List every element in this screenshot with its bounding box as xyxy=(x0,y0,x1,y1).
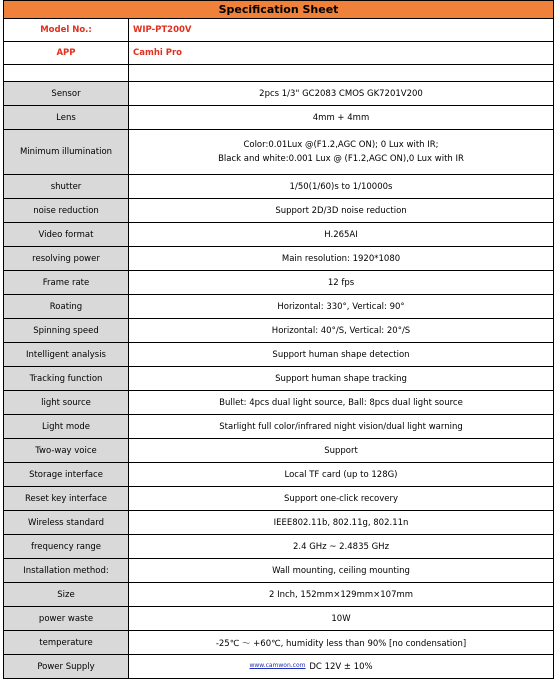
spec-value: 4mm + 4mm xyxy=(129,106,554,130)
spec-value: Wall mounting, ceiling mounting xyxy=(129,559,554,583)
spec-row xyxy=(4,199,554,223)
spec-value: Bullet: 4pcs dual light source, Ball: 8pcs dual light source xyxy=(129,391,554,415)
specification-table xyxy=(3,0,554,679)
spec-label: frequency range xyxy=(4,535,129,559)
spec-value: Support 2D/3D noise reduction xyxy=(129,199,554,223)
spec-value: Main resolution: 1920*1080 xyxy=(129,247,554,271)
spec-label: Roating xyxy=(4,295,129,319)
spec-label: power waste xyxy=(4,607,129,631)
spec-value: 2.4 GHz ~ 2.4835 GHz xyxy=(129,535,554,559)
spec-value: IEEE802.11b, 802.11g, 802.11n xyxy=(129,511,554,535)
spec-value: Support human shape detection xyxy=(129,343,554,367)
spec-value: 12 fps xyxy=(129,271,554,295)
spec-value: 2 Inch, 152mm×129mm×107mm xyxy=(129,583,554,607)
spec-value: 2pcs 1/3" GC2083 CMOS GK7201V200 xyxy=(129,82,554,106)
spec-label: Intelligent analysis xyxy=(4,343,129,367)
spec-row xyxy=(4,175,554,199)
spec-value: Support human shape tracking xyxy=(129,367,554,391)
spec-row xyxy=(4,343,554,367)
spec-value: H.265AI xyxy=(129,223,554,247)
sheet-title: Specification Sheet xyxy=(4,1,554,19)
model-label: Model No.: xyxy=(4,19,129,42)
spec-row xyxy=(4,511,554,535)
spec-label: Spinning speed xyxy=(4,319,129,343)
spec-value: Horizontal: 40°/S, Vertical: 20°/S xyxy=(129,319,554,343)
spec-row xyxy=(4,247,554,271)
app-value: Camhi Pro xyxy=(129,42,554,65)
spec-row xyxy=(4,223,554,247)
title-row xyxy=(4,1,554,19)
spec-row xyxy=(4,559,554,583)
spec-label: Frame rate xyxy=(4,271,129,295)
spec-row xyxy=(4,607,554,631)
spec-row xyxy=(4,319,554,343)
spec-label: Size xyxy=(4,583,129,607)
spec-value: Local TF card (up to 128G) xyxy=(129,463,554,487)
spacer-cell xyxy=(4,65,129,82)
spec-label: Two-way voice xyxy=(4,439,129,463)
spec-value: 1/50(1/60)s to 1/10000s xyxy=(129,175,554,199)
spec-label: light source xyxy=(4,391,129,415)
spec-label: Reset key interface xyxy=(4,487,129,511)
spec-label: noise reduction xyxy=(4,199,129,223)
spec-value: -25℃ ～ +60℃, humidity less than 90% [no condensation] xyxy=(129,631,554,655)
spec-value: Starlight full color/infrared night vision/dual light warning xyxy=(129,415,554,439)
spec-row xyxy=(4,295,554,319)
app-row xyxy=(4,42,554,65)
spec-row xyxy=(4,130,554,175)
spec-label: Storage interface xyxy=(4,463,129,487)
spec-label: Power Supply xyxy=(4,655,129,679)
spec-value: DC 12V ± 10% xyxy=(129,655,554,679)
model-row xyxy=(4,19,554,42)
spec-row xyxy=(4,391,554,415)
spec-label: Sensor xyxy=(4,82,129,106)
spec-row xyxy=(4,631,554,655)
spec-value xyxy=(129,130,554,175)
spec-row xyxy=(4,82,554,106)
spec-label: resolving power xyxy=(4,247,129,271)
spec-value: Support xyxy=(129,439,554,463)
spec-row xyxy=(4,367,554,391)
spec-label: temperature xyxy=(4,631,129,655)
spec-label: Lens xyxy=(4,106,129,130)
spec-label: Light mode xyxy=(4,415,129,439)
spec-label: Wireless standard xyxy=(4,511,129,535)
spec-label: Video format xyxy=(4,223,129,247)
spec-row xyxy=(4,535,554,559)
app-label: APP xyxy=(4,42,129,65)
model-value: WIP-PT200V xyxy=(129,19,554,42)
spec-value-line: Color:0.01Lux @(F1.2,AGC ON); 0 Lux with IR; xyxy=(243,140,439,150)
spec-label: Minimum illumination xyxy=(4,130,129,175)
footer-link[interactable]: www.camwon.com xyxy=(249,662,306,669)
spec-row xyxy=(4,487,554,511)
spec-row xyxy=(4,439,554,463)
spec-label: Installation method: xyxy=(4,559,129,583)
spec-value: Support one-click recovery xyxy=(129,487,554,511)
spec-row xyxy=(4,271,554,295)
spec-label: Tracking function xyxy=(4,367,129,391)
spec-value: Horizontal: 330°, Vertical: 90° xyxy=(129,295,554,319)
spacer-row xyxy=(4,65,554,82)
spec-rows xyxy=(4,82,554,679)
spec-row xyxy=(4,463,554,487)
spec-row xyxy=(4,583,554,607)
spec-value: 10W xyxy=(129,607,554,631)
spec-row xyxy=(4,415,554,439)
spacer-cell xyxy=(129,65,554,82)
spec-value-line: Black and white:0.001 Lux @ (F1.2,AGC ON),0 Lux with IR xyxy=(218,154,464,164)
spec-label: shutter xyxy=(4,175,129,199)
spec-row xyxy=(4,106,554,130)
